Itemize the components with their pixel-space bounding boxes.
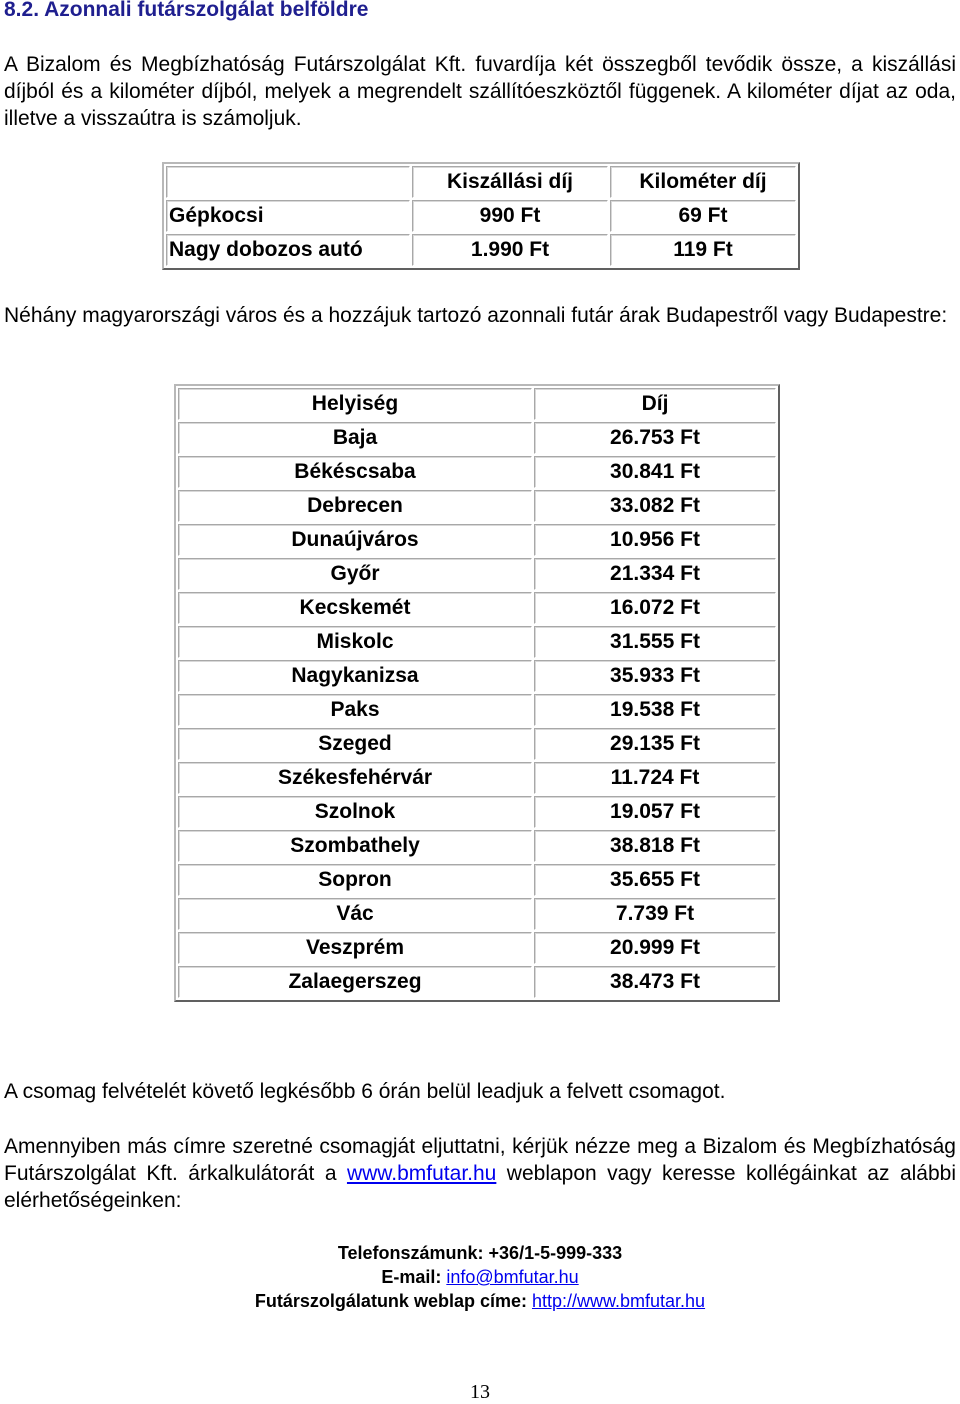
- city-fee-cell: 7.739 Ft: [534, 898, 776, 930]
- city-name-cell: Miskolc: [178, 626, 532, 658]
- contact-email-line: [0, 1267, 960, 1288]
- contact-web-line: [0, 1291, 960, 1312]
- city-fee-cell: 19.057 Ft: [534, 796, 776, 828]
- vehicle-type-cell: Gépkocsi: [166, 200, 410, 232]
- contact-phone: Telefonszámunk: +36/1-5-999-333: [337, 1243, 623, 1263]
- city-name-cell: Székesfehérvár: [178, 762, 532, 794]
- rates-row: [166, 200, 796, 232]
- city-fee-cell: 29.135 Ft: [534, 728, 776, 760]
- city-name-cell: Szombathely: [178, 830, 532, 862]
- km-fee-cell: 119 Ft: [610, 234, 796, 266]
- contact-web-label: Futárszolgálatunk weblap címe:: [254, 1291, 532, 1311]
- rates-header-row: [166, 166, 796, 198]
- city-fee-cell: 38.818 Ft: [534, 830, 776, 862]
- cities-intro-paragraph: Néhány magyarországi város és a hozzájuk tartozó azonnali futár árak Budapestről vagy Budapestre:: [4, 304, 948, 327]
- city-name-cell: Békéscsaba: [178, 456, 532, 488]
- base-fee-cell: 990 Ft: [412, 200, 608, 232]
- city-fee-cell: 33.082 Ft: [534, 490, 776, 522]
- km-fee-cell: 69 Ft: [610, 200, 796, 232]
- cities-header-place: Helyiség: [178, 388, 532, 420]
- city-row: [178, 728, 776, 760]
- intro-paragraph: A Bizalom és Megbízhatóság Futárszolgálat Kft. fuvardíja két összegből tevődik össze, a kiszállási díjból és a kilométer díjból, melyek a megrendelt szállítóeszköztől függenek. A kilométer díjat az oda, illetve a visszaútra is számoljuk.: [4, 53, 956, 130]
- cities-header-row: [178, 388, 776, 420]
- city-name-cell: Sopron: [178, 864, 532, 896]
- city-name-cell: Szeged: [178, 728, 532, 760]
- city-fee-cell: 38.473 Ft: [534, 966, 776, 998]
- city-name-cell: Kecskemét: [178, 592, 532, 624]
- rates-header-km-fee: Kilométer díj: [610, 166, 796, 198]
- other-address-paragraph: [4, 1133, 956, 1214]
- city-fee-cell: 35.655 Ft: [534, 864, 776, 896]
- cities-header-fee: Díj: [534, 388, 776, 420]
- rates-header-base-fee: Kiszállási díj: [412, 166, 608, 198]
- city-fee-cell: 10.956 Ft: [534, 524, 776, 556]
- city-name-cell: Szolnok: [178, 796, 532, 828]
- city-name-cell: Dunaújváros: [178, 524, 532, 556]
- calculator-link[interactable]: www.bmfutar.hu: [346, 1162, 497, 1185]
- contact-email-label: E-mail:: [381, 1267, 447, 1287]
- delivery-note: A csomag felvételét követő legkésőbb 6 órán belül leadjuk a felvett csomagot.: [4, 1080, 726, 1103]
- city-name-cell: Győr: [178, 558, 532, 590]
- city-row: [178, 762, 776, 794]
- city-fee-cell: 30.841 Ft: [534, 456, 776, 488]
- city-name-cell: Baja: [178, 422, 532, 454]
- city-row: [178, 592, 776, 624]
- city-row: [178, 490, 776, 522]
- city-fee-cell: 16.072 Ft: [534, 592, 776, 624]
- rates-row: [166, 234, 796, 266]
- section-heading: 8.2. Azonnali futárszolgálat belföldre: [4, 0, 369, 21]
- city-row: [178, 796, 776, 828]
- city-row: [178, 456, 776, 488]
- city-fee-cell: 20.999 Ft: [534, 932, 776, 964]
- city-fee-cell: 19.538 Ft: [534, 694, 776, 726]
- rates-table: [162, 162, 800, 270]
- city-row: [178, 864, 776, 896]
- city-fee-cell: 21.334 Ft: [534, 558, 776, 590]
- city-row: [178, 932, 776, 964]
- city-row: [178, 524, 776, 556]
- city-name-cell: Nagykanizsa: [178, 660, 532, 692]
- other-address-text-before: Amennyiben más címre szeretné csomagját eljuttatni, kérjük nézze meg a Bizalom és Megbízhatóság Futárszolgálat Kft. árkalkulátorát a: [4, 1135, 956, 1185]
- city-row: [178, 694, 776, 726]
- city-row: [178, 966, 776, 998]
- rates-header-empty: [166, 166, 410, 198]
- city-row: [178, 626, 776, 658]
- city-name-cell: Veszprém: [178, 932, 532, 964]
- city-fee-cell: 26.753 Ft: [534, 422, 776, 454]
- other-address-text-after: weblapon vagy keresse kollégáinkat az alábbi elérhetőségeinken:: [4, 1162, 956, 1212]
- city-row: [178, 830, 776, 862]
- cities-price-table: [174, 384, 780, 1002]
- city-fee-cell: 11.724 Ft: [534, 762, 776, 794]
- city-row: [178, 422, 776, 454]
- city-name-cell: Debrecen: [178, 490, 532, 522]
- city-fee-cell: 31.555 Ft: [534, 626, 776, 658]
- page-number: 13: [470, 1381, 490, 1403]
- email-link[interactable]: info@bmfutar.hu: [446, 1267, 579, 1287]
- base-fee-cell: 1.990 Ft: [412, 234, 608, 266]
- website-link[interactable]: http://www.bmfutar.hu: [531, 1291, 706, 1311]
- vehicle-type-cell: Nagy dobozos autó: [166, 234, 410, 266]
- city-fee-cell: 35.933 Ft: [534, 660, 776, 692]
- city-name-cell: Paks: [178, 694, 532, 726]
- city-row: [178, 898, 776, 930]
- city-row: [178, 660, 776, 692]
- city-name-cell: Zalaegerszeg: [178, 966, 532, 998]
- city-row: [178, 558, 776, 590]
- city-name-cell: Vác: [178, 898, 532, 930]
